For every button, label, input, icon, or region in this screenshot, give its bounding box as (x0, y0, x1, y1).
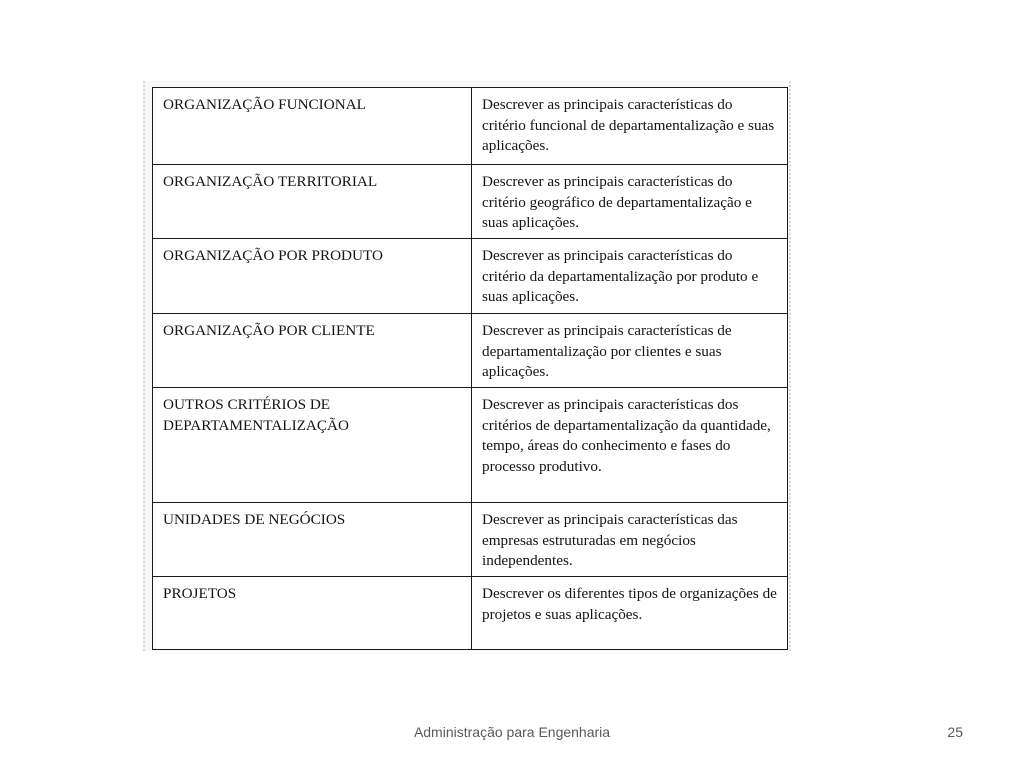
table-row (153, 503, 788, 577)
table-row (153, 388, 788, 503)
criterion-name: OUTROS CRITÉRIOS DE DEPARTAMENTALIZAÇÃO (153, 388, 472, 503)
criterion-name: ORGANIZAÇÃO FUNCIONAL (153, 88, 472, 165)
criterion-name: ORGANIZAÇÃO POR CLIENTE (153, 314, 472, 388)
table-row (153, 314, 788, 388)
criteria-table (152, 87, 788, 650)
criterion-description: Descrever as principais características das empresas estruturadas em negócios independentes. (472, 503, 788, 577)
criterion-name: ORGANIZAÇÃO TERRITORIAL (153, 165, 472, 239)
page-number: 25 (947, 724, 963, 740)
criterion-description: Descrever os diferentes tipos de organizações de projetos e suas aplicações. (472, 577, 788, 650)
table-row (153, 165, 788, 239)
criterion-description: Descrever as principais características do critério da departamentalização por produto e suas aplicações. (472, 239, 788, 314)
table-row (153, 88, 788, 165)
footer-title: Administração para Engenharia (413, 724, 611, 740)
criterion-description: Descrever as principais características do critério funcional de departamentalização e suas aplicações. (472, 88, 788, 165)
criterion-description: Descrever as principais características dos critérios de departamentalização da quantidade, tempo, áreas do conhecimento e fases do processo produtivo. (472, 388, 788, 503)
criterion-description: Descrever as principais características do critério geográfico de departamentalização e suas aplicações. (472, 165, 788, 239)
table-row (153, 239, 788, 314)
criterion-description: Descrever as principais características de departamentalização por clientes e suas aplicações. (472, 314, 788, 388)
criterion-name: PROJETOS (153, 577, 472, 650)
criterion-name: ORGANIZAÇÃO POR PRODUTO (153, 239, 472, 314)
table-row (153, 577, 788, 650)
criterion-name: UNIDADES DE NEGÓCIOS (153, 503, 472, 577)
